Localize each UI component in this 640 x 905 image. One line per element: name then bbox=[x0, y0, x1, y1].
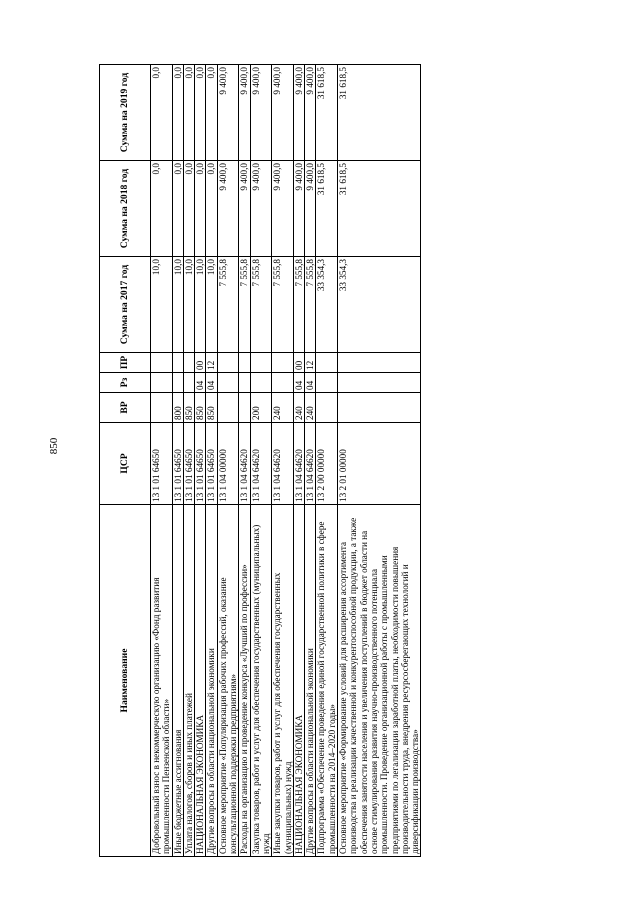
cell-rz: 04 bbox=[305, 373, 316, 393]
cell-rz: 04 bbox=[195, 373, 206, 393]
cell-name: Подпрограмма «Обеспечение проведения единой государственной политики в сфере промышленности на 2014–2020 годы» bbox=[316, 505, 338, 857]
cell-rz: 04 bbox=[293, 373, 304, 393]
cell-s2019: 31 618,5 bbox=[316, 65, 338, 161]
cell-s2017: 10,0 bbox=[195, 257, 206, 353]
cell-s2018: 0,0 bbox=[172, 161, 183, 257]
table-row bbox=[217, 65, 239, 857]
cell-vr bbox=[338, 393, 421, 423]
cell-csr: 13 1 01 64650 bbox=[183, 423, 194, 505]
cell-csr: 13 1 01 64650 bbox=[172, 423, 183, 505]
cell-s2019: 0,0 bbox=[195, 65, 206, 161]
budget-table-container bbox=[99, 65, 559, 857]
cell-s2018: 0,0 bbox=[151, 161, 173, 257]
cell-s2018: 0,0 bbox=[206, 161, 217, 257]
cell-csr: 13 1 01 64650 bbox=[195, 423, 206, 505]
cell-name: Основное мероприятие «Популяризация рабочих профессий, оказание консультационной поддержки предприятиям» bbox=[217, 505, 239, 857]
cell-s2017: 7 555,8 bbox=[305, 257, 316, 353]
cell-s2019: 9 400,0 bbox=[217, 65, 239, 161]
cell-rz bbox=[338, 373, 421, 393]
cell-rz bbox=[250, 373, 272, 393]
table-row bbox=[151, 65, 173, 857]
cell-vr: 200 bbox=[250, 393, 272, 423]
budget-table bbox=[99, 64, 421, 857]
table-row bbox=[172, 65, 183, 857]
cell-vr: 850 bbox=[206, 393, 217, 423]
cell-pr bbox=[172, 353, 183, 373]
cell-s2018: 9 400,0 bbox=[250, 161, 272, 257]
cell-s2017: 33 354,3 bbox=[338, 257, 421, 353]
cell-name: Другие вопросы в области национальной экономики bbox=[206, 505, 217, 857]
cell-rz bbox=[316, 373, 338, 393]
cell-s2018: 0,0 bbox=[183, 161, 194, 257]
cell-s2019: 31 618,5 bbox=[338, 65, 421, 161]
cell-vr: 850 bbox=[183, 393, 194, 423]
cell-vr bbox=[151, 393, 173, 423]
cell-s2019: 9 400,0 bbox=[272, 65, 294, 161]
cell-s2019: 9 400,0 bbox=[250, 65, 272, 161]
cell-s2018: 9 400,0 bbox=[305, 161, 316, 257]
cell-pr: 12 bbox=[206, 353, 217, 373]
table-row bbox=[195, 65, 206, 857]
cell-rz bbox=[272, 373, 294, 393]
cell-pr: 12 bbox=[305, 353, 316, 373]
cell-s2019: 9 400,0 bbox=[305, 65, 316, 161]
cell-s2019: 9 400,0 bbox=[239, 65, 250, 161]
header-sum-2018: Сумма на 2018 год bbox=[100, 161, 151, 257]
cell-name: Другие вопросы в области национальной экономики bbox=[305, 505, 316, 857]
cell-pr bbox=[272, 353, 294, 373]
cell-csr: 13 1 04 64620 bbox=[239, 423, 250, 505]
cell-vr: 240 bbox=[305, 393, 316, 423]
header-csr: ЦСР bbox=[100, 423, 151, 505]
cell-s2018: 0,0 bbox=[195, 161, 206, 257]
cell-s2019: 0,0 bbox=[151, 65, 173, 161]
cell-name: Закупка товаров, работ и услуг для обеспечения государственных (муниципальных) нужд bbox=[250, 505, 272, 857]
cell-csr: 13 1 04 64620 bbox=[293, 423, 304, 505]
cell-pr: 00 bbox=[195, 353, 206, 373]
cell-pr bbox=[151, 353, 173, 373]
header-name: Наименование bbox=[100, 505, 151, 857]
cell-csr: 13 1 01 64650 bbox=[151, 423, 173, 505]
cell-name: Расходы на организацию и проведение конкурса «Лучший по профессии» bbox=[239, 505, 250, 857]
table-header-row bbox=[100, 65, 151, 857]
cell-s2017: 10,0 bbox=[183, 257, 194, 353]
table-row bbox=[239, 65, 250, 857]
table-row bbox=[272, 65, 294, 857]
cell-csr: 13 2 01 00000 bbox=[338, 423, 421, 505]
cell-s2017: 10,0 bbox=[206, 257, 217, 353]
cell-s2018: 9 400,0 bbox=[293, 161, 304, 257]
cell-pr bbox=[250, 353, 272, 373]
cell-vr: 850 bbox=[195, 393, 206, 423]
cell-s2019: 0,0 bbox=[172, 65, 183, 161]
cell-s2017: 10,0 bbox=[172, 257, 183, 353]
cell-s2019: 9 400,0 bbox=[293, 65, 304, 161]
cell-rz bbox=[151, 373, 173, 393]
table-body bbox=[151, 65, 421, 857]
cell-name: НАЦИОНАЛЬНАЯ ЭКОНОМИКА bbox=[293, 505, 304, 857]
cell-s2017: 10,0 bbox=[151, 257, 173, 353]
cell-csr: 13 1 01 64650 bbox=[206, 423, 217, 505]
cell-s2018: 31 618,5 bbox=[316, 161, 338, 257]
table-row bbox=[206, 65, 217, 857]
table-row bbox=[305, 65, 316, 857]
cell-s2018: 9 400,0 bbox=[272, 161, 294, 257]
cell-pr bbox=[239, 353, 250, 373]
cell-pr bbox=[338, 353, 421, 373]
table-row bbox=[316, 65, 338, 857]
cell-csr: 13 1 04 64620 bbox=[272, 423, 294, 505]
cell-s2019: 0,0 bbox=[183, 65, 194, 161]
cell-csr: 13 1 04 64620 bbox=[250, 423, 272, 505]
cell-name: Основное мероприятие «Формирование условий для расширения ассортимента производства и реализации качественной и конкурентоспособной продукции, а также обеспечения занятости населения и увеличения поступлений в бюджет области на основе стимулирования развития научно-производственного потенциала промышленности. Проведение организационной работы с промышленными предприятиями по легализации заработной платы, необходимости повышения производительности труда, внедрения ресурсосберегающих технологий и диверсификации производства» bbox=[338, 505, 421, 857]
cell-csr: 13 2 00 00000 bbox=[316, 423, 338, 505]
cell-name: Добровольный взнос в некоммерческую организацию «Фонд развития промышленности Пензенской области» bbox=[151, 505, 173, 857]
cell-s2018: 9 400,0 bbox=[239, 161, 250, 257]
cell-rz bbox=[239, 373, 250, 393]
cell-vr bbox=[316, 393, 338, 423]
cell-rz bbox=[183, 373, 194, 393]
cell-vr bbox=[217, 393, 239, 423]
cell-name: Иные бюджетные ассигнования bbox=[172, 505, 183, 857]
cell-rz: 04 bbox=[206, 373, 217, 393]
cell-csr: 13 1 04 00000 bbox=[217, 423, 239, 505]
cell-pr: 00 bbox=[293, 353, 304, 373]
header-vr: ВР bbox=[100, 393, 151, 423]
table-row bbox=[293, 65, 304, 857]
page-number: 850 bbox=[48, 437, 60, 455]
cell-pr bbox=[183, 353, 194, 373]
header-pr: ПР bbox=[100, 353, 151, 373]
cell-s2017: 7 555,8 bbox=[293, 257, 304, 353]
cell-s2017: 7 555,8 bbox=[239, 257, 250, 353]
cell-s2017: 7 555,8 bbox=[217, 257, 239, 353]
header-sum-2017: Сумма на 2017 год bbox=[100, 257, 151, 353]
header-rz: Рз bbox=[100, 373, 151, 393]
cell-vr: 800 bbox=[172, 393, 183, 423]
cell-vr bbox=[239, 393, 250, 423]
cell-s2018: 9 400,0 bbox=[217, 161, 239, 257]
cell-s2017: 7 555,8 bbox=[250, 257, 272, 353]
cell-csr: 13 1 04 64620 bbox=[305, 423, 316, 505]
table-row bbox=[250, 65, 272, 857]
cell-name: Уплата налогов, сборов и иных платежей bbox=[183, 505, 194, 857]
cell-s2017: 33 354,3 bbox=[316, 257, 338, 353]
table-row bbox=[338, 65, 421, 857]
table-row bbox=[183, 65, 194, 857]
cell-s2019: 0,0 bbox=[206, 65, 217, 161]
cell-vr: 240 bbox=[293, 393, 304, 423]
cell-rz bbox=[217, 373, 239, 393]
cell-rz bbox=[172, 373, 183, 393]
cell-s2018: 31 618,5 bbox=[338, 161, 421, 257]
cell-name: Иные закупки товаров, работ и услуг для обеспечения государственных (муниципальных) нужд bbox=[272, 505, 294, 857]
header-sum-2019: Сумма на 2019 год bbox=[100, 65, 151, 161]
cell-pr bbox=[217, 353, 239, 373]
cell-vr: 240 bbox=[272, 393, 294, 423]
cell-s2017: 7 555,8 bbox=[272, 257, 294, 353]
cell-pr bbox=[316, 353, 338, 373]
cell-name: НАЦИОНАЛЬНАЯ ЭКОНОМИКА bbox=[195, 505, 206, 857]
